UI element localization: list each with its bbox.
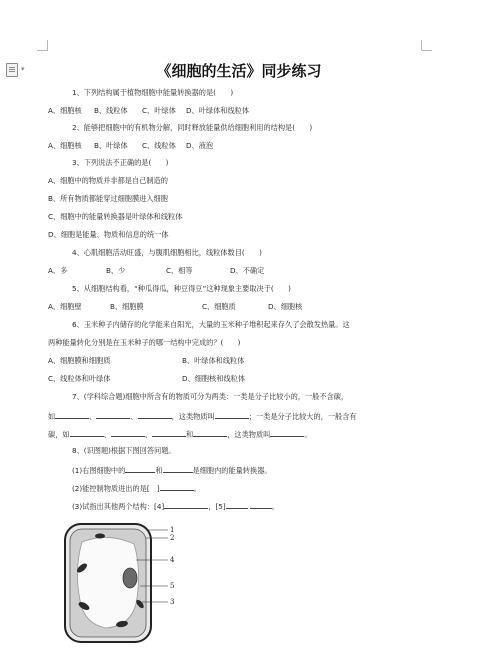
answer-blank[interactable]: [270, 428, 304, 437]
nucleus: [123, 568, 137, 588]
page-corner-mark-right: [421, 40, 432, 51]
answer-blank[interactable]: [226, 500, 248, 509]
answer-blank[interactable]: [125, 464, 155, 473]
figure-label-4: 4: [170, 556, 175, 564]
option-b: B、细胞膜: [110, 302, 144, 311]
option-d: D、叶绿体和线粒体: [186, 106, 250, 115]
option-c: C、线粒体和叶绿体: [48, 374, 111, 383]
text-segment: 。: [193, 484, 201, 493]
option-a: A、细胞核: [48, 141, 82, 150]
chloroplast: [95, 534, 105, 539]
text-segment: ，这类物质叫: [227, 430, 271, 439]
question-2: 2、能够把细胞中的有机物分解，同时释放能量供给细胞利用的结构是( ): [72, 123, 313, 132]
option-c: C、细胞中的能量转换器是叶绿体和线粒体: [48, 212, 183, 221]
question-8-sub-3: [72, 500, 279, 512]
text-segment: (2)能控制物质进出的是[ ]: [72, 484, 160, 493]
option-a: A、多: [48, 266, 68, 275]
page-title: 《细胞的生活》同步练习: [156, 62, 322, 80]
option-a: A、细胞核: [48, 106, 82, 115]
option-a: A、细胞膜和细胞质: [48, 356, 111, 365]
text-segment: 和: [155, 466, 163, 475]
text-segment: ，[5]: [208, 502, 226, 511]
page-corner-mark-left: [37, 40, 48, 51]
question-1: 1、下列结构属于植物细胞中能量转换器的是( ): [72, 88, 234, 97]
option-a: A、细胞壁: [48, 302, 82, 311]
text-segment: 、: [103, 430, 111, 439]
option-a: A、细胞中的物质并非都是自己制造的: [48, 176, 168, 185]
text-segment: 、: [144, 430, 152, 439]
answer-blank[interactable]: [138, 410, 172, 419]
answer-blank[interactable]: [111, 428, 145, 437]
option-d: D、细胞核: [268, 302, 303, 311]
answer-blank[interactable]: [96, 410, 130, 419]
option-d: D、细胞是能量、物质和信息的统一体: [48, 230, 169, 239]
question-8-sub-1: [72, 464, 272, 476]
answer-blank[interactable]: [70, 428, 104, 437]
text-segment: (3)试指出其他两个结构：[4]: [72, 502, 165, 511]
question-7-line-1: 7、(学科综合题)细胞中所含有的物质可分为两类：一类是分子比较小的，一般不含碳，: [72, 392, 349, 401]
option-d: D、液泡: [186, 141, 214, 150]
answer-blank[interactable]: [55, 410, 89, 419]
text-segment: 。: [271, 502, 280, 511]
answer-blank[interactable]: [250, 500, 272, 509]
option-d: D、细胞核和线粒体: [182, 374, 246, 383]
figure-label-2: 2: [170, 534, 175, 542]
text-segment: 、: [130, 412, 138, 421]
option-b: B、叶绿体: [94, 141, 128, 150]
answer-blank[interactable]: [215, 410, 249, 419]
option-d: D、不确定: [230, 266, 265, 275]
answer-blank[interactable]: [193, 428, 227, 437]
question-6-line-1: 6、玉米种子内储存的化学能来自阳光，大量的玉米种子堆积起来存久了会散发热量。这: [72, 320, 350, 329]
question-7-line-2: [48, 410, 357, 422]
option-c: C、叶绿体: [142, 106, 176, 115]
text-segment: 和: [185, 430, 194, 439]
figure-label-1: 1: [170, 526, 175, 534]
answer-blank[interactable]: [152, 428, 186, 437]
option-b: B、所有物质都能穿过细胞膜进入细胞: [48, 194, 168, 203]
option-c: C、相等: [166, 266, 193, 275]
question-3: 3、下列说法不正确的是( ): [72, 158, 169, 167]
option-b: B、少: [106, 266, 126, 275]
answer-blank[interactable]: [164, 500, 208, 509]
text-segment: 。: [304, 430, 312, 439]
question-4: 4、心肌细胞活动旺盛，与腹肌细胞相比，线粒体数目( ): [72, 248, 262, 257]
question-8: 8、(识图题)根据下图回答问题。: [72, 446, 176, 455]
question-6-line-2: 两种能量转化分别是在玉米种子的哪一结构中完成的？( ): [48, 338, 241, 347]
option-c: C、线粒体: [142, 141, 176, 150]
figure-label-3: 3: [170, 598, 175, 606]
chevron-down-icon[interactable]: ▾: [21, 65, 25, 73]
answer-blank[interactable]: [163, 464, 193, 473]
text-segment: 是细胞内的能量转换器。: [192, 466, 272, 475]
text-segment: 碳，如: [48, 430, 70, 439]
question-7-line-3: [48, 428, 312, 440]
text-segment: (1)右图细胞中的: [72, 466, 126, 475]
plant-cell-diagram: [60, 520, 180, 650]
option-b: B、叶绿体和线粒体: [182, 356, 245, 365]
question-8-sub-2: [72, 482, 201, 494]
answer-blank[interactable]: [160, 482, 194, 491]
question-5: 5、从细胞结构看，“种瓜得瓜，种豆得豆”这种现象主要取决于( ): [72, 284, 291, 293]
text-segment: 如: [48, 412, 56, 421]
option-c: C、细胞质: [202, 302, 236, 311]
text-segment: ；一类是分子比较大的，一般含有: [248, 412, 357, 421]
text-segment: 、: [89, 412, 97, 421]
figure-label-5: 5: [170, 582, 175, 590]
option-b: B、线粒体: [94, 106, 128, 115]
text-segment: ，这类物质叫: [171, 412, 215, 421]
